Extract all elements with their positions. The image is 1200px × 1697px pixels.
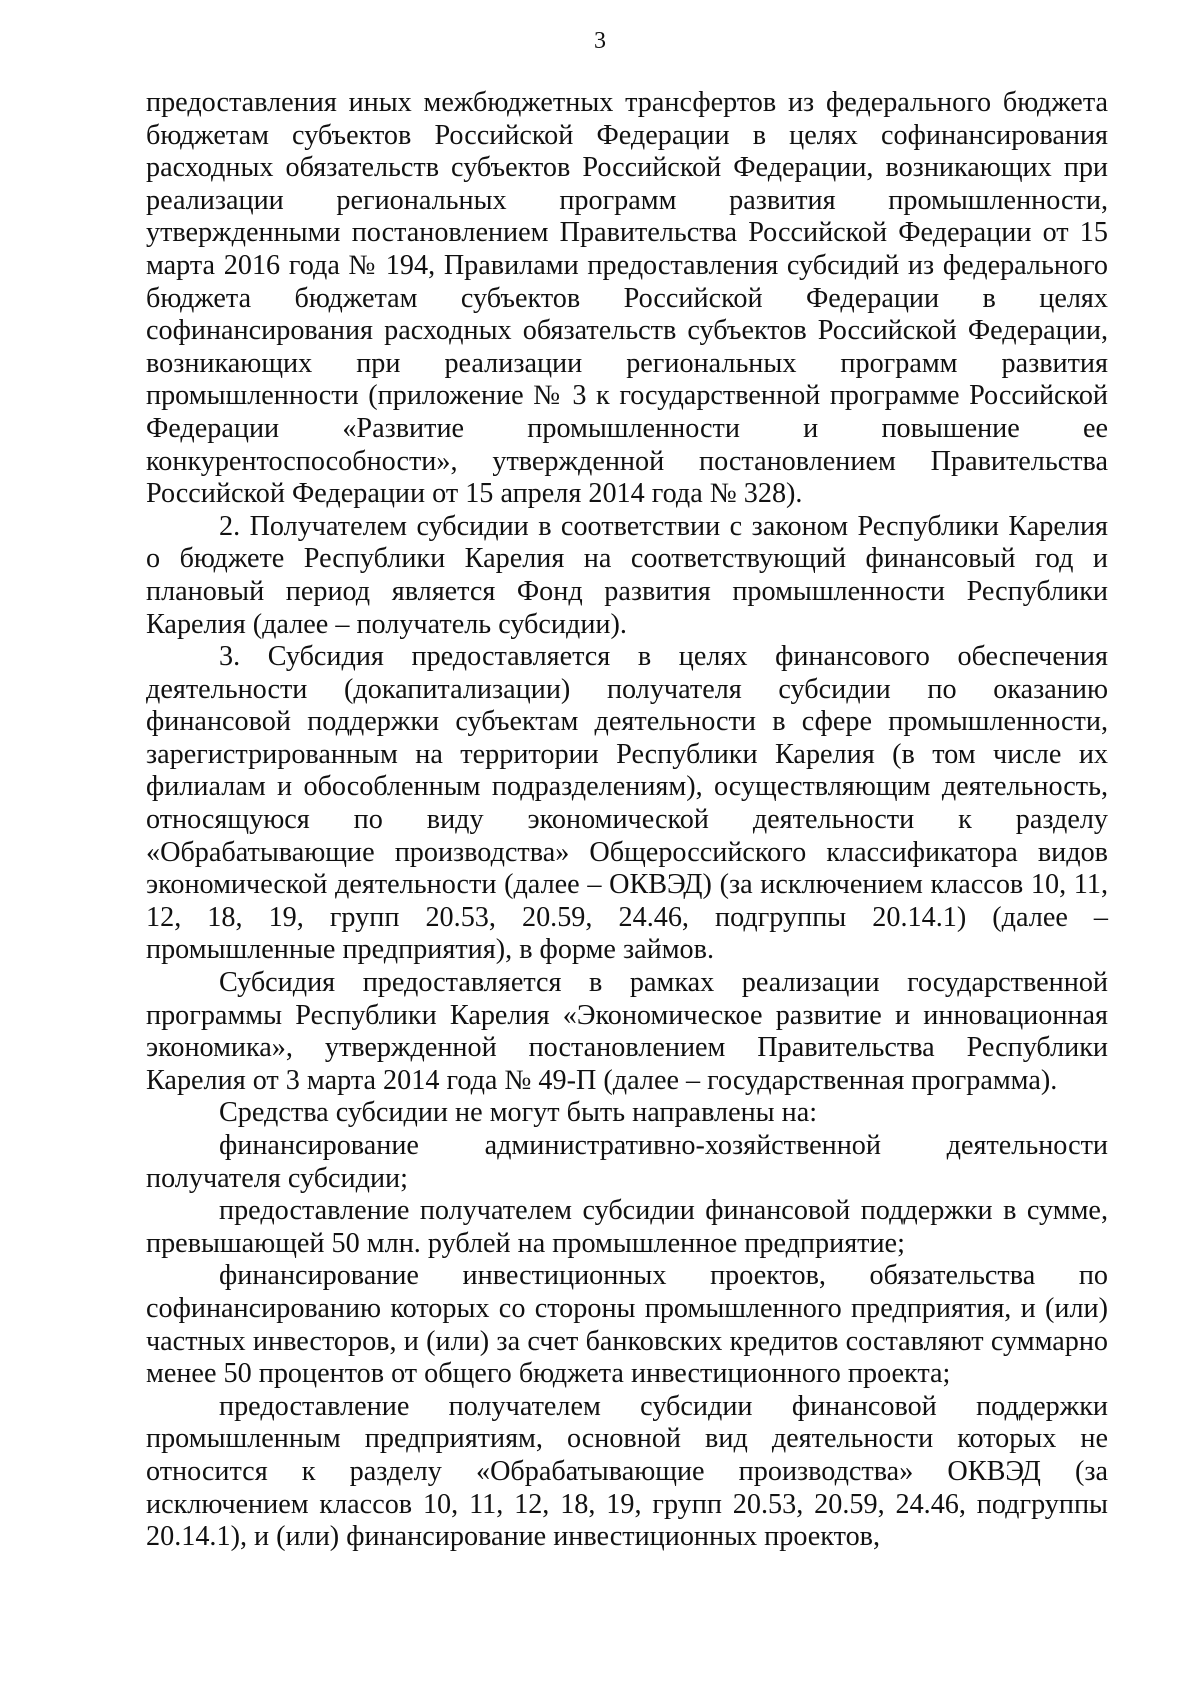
paragraph-item-3: 3. Субсидия предоставляется в целях финансового обеспечения деятельности (докапитализации) получателя субсидии по оказанию финансовой поддержки субъектам деятельности в сфере промышленности, зарегистрированным на территории Республики Карелия (в том числе их филиалам и обособленным подразделениям), осуществляющим деятельность, относящуюся по виду экономической деятельности к разделу «Обрабатывающие производства» Общероссийского классификатора видов экономической деятельности (далее – ОКВЭД) (за исключением классов 10, 11, 12, 18, 19, групп 20.53, 20.59, 24.46, подгруппы 20.14.1) (далее – промышленные предприятия), в форме займов. bbox=[146, 641, 1108, 966]
document-body bbox=[146, 87, 1108, 1554]
paragraph-item-2: 2. Получателем субсидии в соответствии с законом Республики Карелия о бюджете Республики Карелия на соответствующий финансовый год и плановый период является Фонд развития промышленности Республики Карелия (далее – получатель субсидии). bbox=[146, 510, 1108, 640]
paragraph-restriction-admin: финансирование административно-хозяйственной деятельности получателя субсидии; bbox=[146, 1130, 1108, 1194]
paragraph-restrictions-intro: Средства субсидии не могут быть направлены на: bbox=[219, 1097, 818, 1129]
paragraph-continuation: предоставления иных межбюджетных трансфертов из федерального бюджета бюджетам субъектов Российской Федерации в целях софинансирования расходных обязательств субъектов Российской Федерации, возникающих при реализации региональных программ развития промышленности, утвержденными постановлением Правительства Российской Федерации от 15 марта 2016 года № 194, Правилами предоставления субсидий из федерального бюджета бюджетам субъектов Российской Федерации в целях софинансирования расходных обязательств субъектов Российской Федерации, возникающих при реализации региональных программ развития промышленности (приложение № 3 к государственной программе Российской Федерации «Развитие промышленности и повышение ее конкурентоспособности», утвержденной постановлением Правительства Российской Федерации от 15 апреля 2014 года № 328). bbox=[146, 87, 1108, 510]
paragraph-restriction-activity: предоставление получателем субсидии финансовой поддержки промышленным предприятиям, основной вид деятельности которых не относится к разделу «Обрабатывающие производства» ОКВЭД (за исключением классов 10, 11, 12, 18, 19, групп 20.53, 20.59, 24.46, подгруппы 20.14.1), и (или) финансирование инвестиционных проектов, bbox=[146, 1390, 1108, 1553]
paragraph-restriction-cofinancing: финансирование инвестиционных проектов, обязательства по софинансированию которых со стороны промышленного предприятия, и (или) частных инвесторов, и (или) за счет банковских кредитов составляют суммарно менее 50 процентов от общего бюджета инвестиционного проекта; bbox=[146, 1260, 1108, 1390]
paragraph-subsidy-program: Субсидия предоставляется в рамках реализации государственной программы Республики Карелия «Экономическое развитие и инновационная экономика», утвержденной постановлением Правительства Республики Карелия от 3 марта 2014 года № 49-П (далее – государственная программа). bbox=[146, 967, 1108, 1096]
paragraph-restriction-amount: предоставление получателем субсидии финансовой поддержки в сумме, превышающей 50 млн. рублей на промышленное предприятие; bbox=[146, 1195, 1108, 1259]
page-number: 3 bbox=[594, 28, 606, 54]
